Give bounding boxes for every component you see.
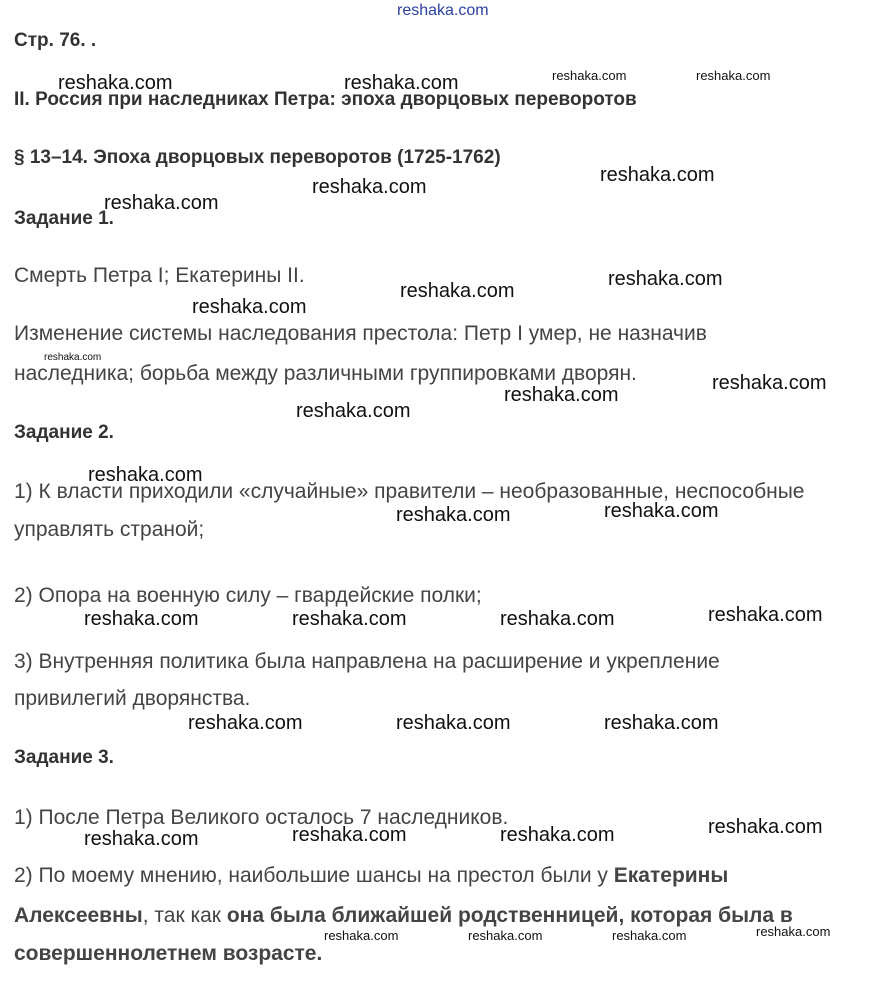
watermark: reshaka.com [504,384,619,406]
watermark: reshaka.com [292,608,407,630]
watermark: reshaka.com [324,928,399,943]
watermark: reshaka.com [344,72,459,94]
task2-item: 2) Опора на военную силу – гвардейские полки; [14,584,482,607]
task3-title: Задание 3. [14,747,114,768]
watermark: reshaka.com [104,192,219,214]
task2-item: управлять страной; [14,518,205,541]
watermark: reshaka.com [396,712,511,734]
watermark: reshaka.com [604,500,719,522]
watermark: reshaka.com [756,924,831,939]
task3-item: 1) После Петра Великого осталось 7 наследников. [14,806,509,829]
chapter-title: II. Россия при наследниках Петра: эпоха дворцовых переворотов [14,89,637,110]
watermark: reshaka.com [712,372,827,394]
task2-item: 1) К власти приходили «случайные» правители – необразованные, неспособные [14,480,805,503]
task3-item-text: 2) По моему мнению, наибольшие шансы на престол были у [14,864,614,887]
task3-item-bold: она была ближайшей родственницей, которая была в [226,904,793,927]
watermark: reshaka.com [552,68,627,83]
task3-item-bold: Алексеевны [14,904,143,927]
watermark: reshaka.com [608,268,723,290]
watermark: reshaka.com [84,608,199,630]
watermark: reshaka.com [88,464,203,486]
page-reference: Стр. 76. . [14,30,97,51]
watermark: reshaka.com [296,400,411,422]
task1-title: Задание 1. [14,208,114,229]
task2-item: привилегий дворянства. [14,687,251,710]
task3-item-text: , так как [142,904,227,927]
watermark: reshaka.com [312,176,427,198]
watermark: reshaka.com [696,68,771,83]
watermark: reshaka.com [708,604,823,626]
watermark: reshaka.com [188,712,303,734]
watermark: reshaka.com [500,608,615,630]
task1-answer-line: Смерть Петра I; Екатерины II. [14,264,305,287]
watermark: reshaka.com [397,2,489,19]
watermark: reshaka.com [58,72,173,94]
watermark: reshaka.com [500,824,615,846]
watermark: reshaka.com [396,504,511,526]
watermark: reshaka.com [600,164,715,186]
watermark: reshaka.com [604,712,719,734]
task1-answer-line: наследника; борьба между различными группировками дворян. [14,362,637,385]
watermark: reshaka.com [400,280,515,302]
watermark: reshaka.com [84,828,199,850]
task3-item [14,864,728,888]
watermark: reshaka.com [44,352,102,363]
task2-item: 3) Внутренняя политика была направлена на расширение и укрепление [14,650,720,673]
watermark: reshaka.com [708,816,823,838]
task2-title: Задание 2. [14,422,114,443]
task3-item: совершеннолетнем возрасте. [14,942,323,965]
task3-item-bold: Екатерины [613,864,729,887]
task1-answer-line: Изменение системы наследования престола: Петр I умер, не назначив [14,322,707,345]
watermark: reshaka.com [192,296,307,318]
task3-item [14,904,793,928]
section-title: § 13–14. Эпоха дворцовых переворотов (1725-1762) [14,147,501,168]
watermark: reshaka.com [468,928,543,943]
watermark: reshaka.com [292,824,407,846]
watermark: reshaka.com [612,928,687,943]
